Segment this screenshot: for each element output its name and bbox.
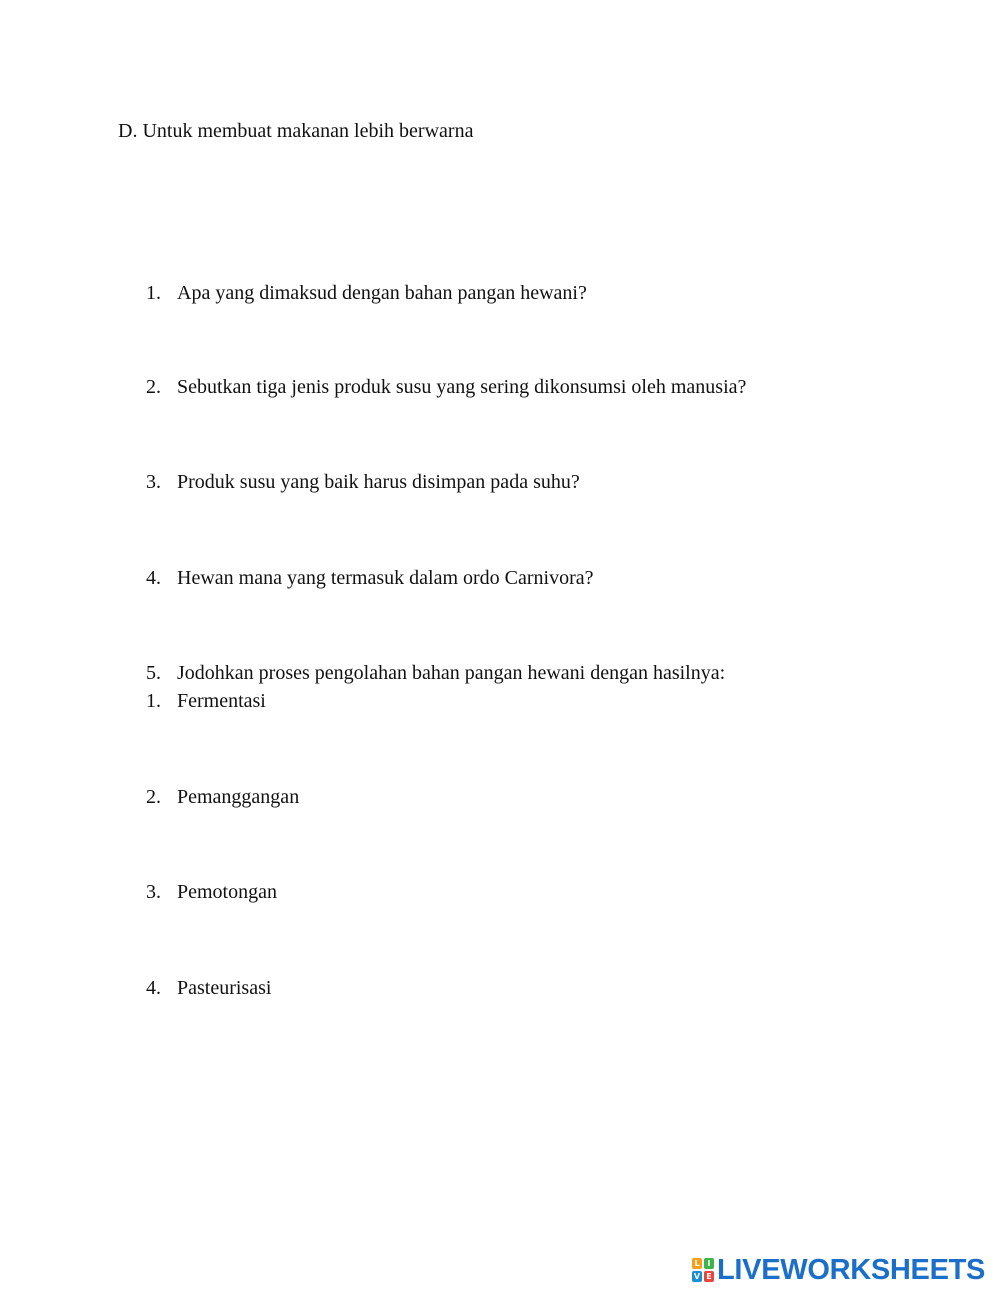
question-text: Jodohkan proses pengolahan bahan pangan hewani dengan hasilnya:: [177, 662, 726, 684]
liveworksheets-mark-icon: [692, 1258, 714, 1282]
logo-tile: V: [693, 1272, 701, 1281]
question-text: Produk susu yang baik harus disimpan pada suhu?: [177, 471, 580, 493]
option-d: D. Untuk membuat makanan lebih berwarna: [118, 120, 474, 142]
logo-tile: E: [704, 1271, 714, 1282]
question-text: Apa yang dimaksud dengan bahan pangan hewani?: [177, 282, 587, 304]
matching-item-text: Pasteurisasi: [177, 977, 272, 999]
matching-item-number: 1.: [146, 690, 161, 712]
matching-item-text: Pemanggangan: [177, 786, 300, 808]
matching-item-number: 2.: [146, 786, 161, 808]
question-number: 2.: [146, 376, 161, 398]
matching-item-number: 3.: [146, 881, 161, 903]
question-text: Sebutkan tiga jenis produk susu yang sering dikonsumsi oleh manusia?: [177, 376, 747, 398]
matching-item-text: Pemotongan: [177, 881, 277, 903]
question-number: 4.: [146, 567, 161, 589]
question-number: 5.: [146, 662, 161, 684]
question-number: 3.: [146, 471, 161, 493]
logo-text: LIVEWORKSHEETS: [717, 1254, 986, 1286]
question-number: 1.: [146, 282, 161, 304]
logo-tile: L: [692, 1258, 702, 1269]
matching-item-text: Fermentasi: [177, 690, 266, 712]
question-text: Hewan mana yang termasuk dalam ordo Carnivora?: [177, 567, 594, 589]
liveworksheets-logo: [692, 1256, 985, 1284]
logo-tile: I: [704, 1258, 714, 1269]
matching-item-number: 4.: [146, 977, 161, 999]
